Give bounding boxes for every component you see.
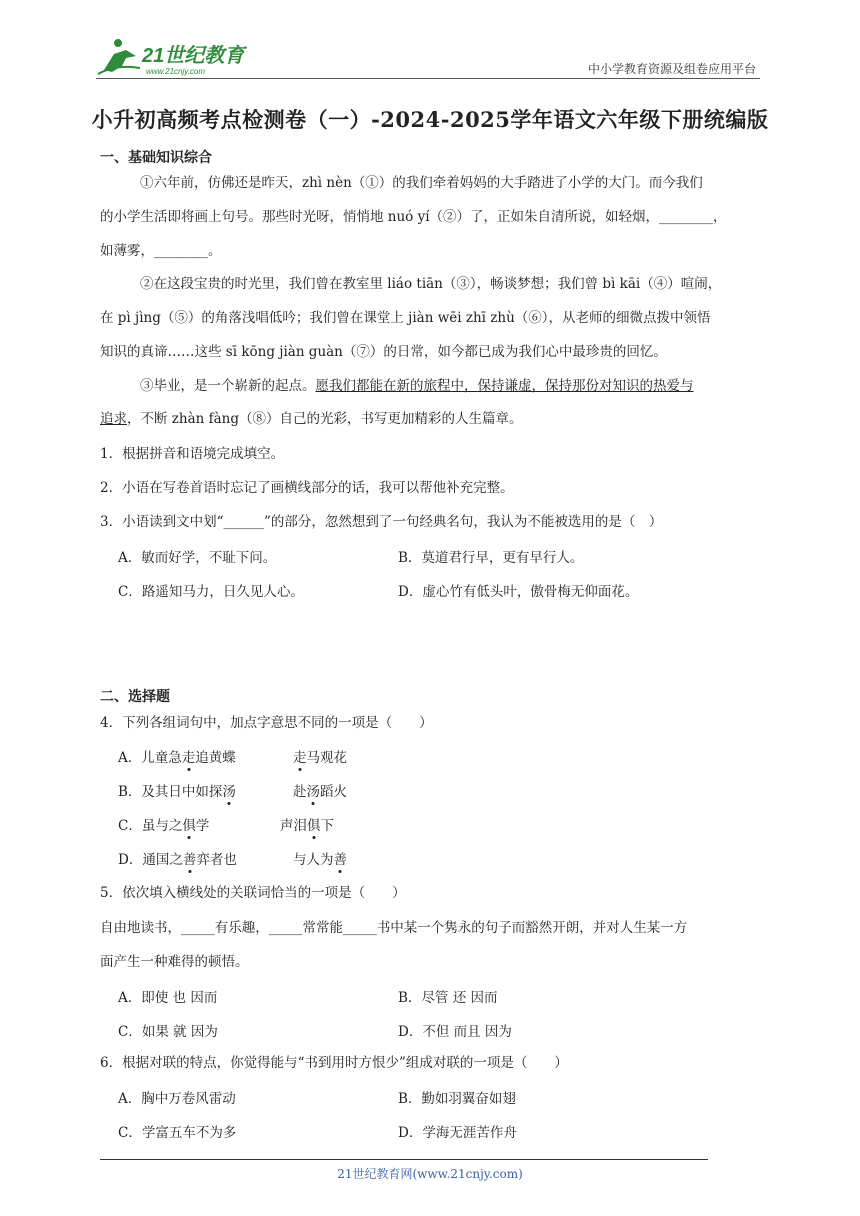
q6-option-b[interactable]: B．勤如羽翼奋如翅 [398,1091,516,1107]
footer-divider [100,1159,708,1160]
q3-option-c[interactable]: C．路遥知马力，日久见人心。 [118,584,304,600]
question-4: 4．下列各组词句中，加点字意思不同的一项是（ ） [100,715,433,731]
q3-option-d[interactable]: D．虚心竹有低头叶，傲骨梅无仰面花。 [398,584,639,600]
p3-start: ③毕业，是一个崭新的起点。 [140,378,316,394]
site-logo [96,34,266,78]
q5-option-c[interactable]: C．如果 就 因为 [118,1024,218,1040]
passage-line [100,409,760,429]
header-divider [96,78,760,79]
q4-option-d-pair: 与人为善 [293,852,347,868]
footer-text[interactable]: 21世纪教育网(www.21cnjy.com) [337,1167,523,1181]
passage-line: ①六年前，仿佛还是昨天，zhì nèn（①）的我们牵着妈妈的大手踏进了小学的大门。而今我们 [140,175,703,191]
passage-line: 的小学生活即将画上句号。那些时光呀，悄悄地 nuó yí（②）了，正如朱自清所说，如轻烟，________， [100,209,727,225]
q4-option-c-pair: 声泪俱下 [280,818,334,834]
question-2: 2．小语在写卷首语时忘记了画横线部分的话，我可以帮他补充完整。 [100,480,514,496]
page-title: 小升初高频考点检测卷（一）-2024-2025学年语文六年级下册统编版 [91,107,769,132]
page-header [96,34,760,78]
q3-option-b[interactable]: B．莫道君行早，更有早行人。 [398,550,584,566]
p3-underlined: 愿我们都能在新的旅程中，保持谦虚，保持那份对知识的热爱与 [315,378,694,394]
passage-line: ②在这段宝贵的时光里，我们曾在教室里 liáo tiān（③），畅谈梦想；我们曾 bì kāi（④）喧闹， [140,276,722,292]
passage-line: 知识的真谛……这些 sī kōng jiàn guàn（⑦）的日常，如今都已成为我们心中最珍贵的回忆。 [100,344,667,360]
section-heading-2: 二、选择题 [100,689,170,705]
logo-text: 21世纪教育 [142,45,245,67]
p3-underlined-end: 追求 [100,411,127,427]
header-platform-text: 中小学教育资源及组卷应用平台 [587,62,756,76]
q4-option-c[interactable]: C．虽与之俱学 [118,818,210,834]
q3-option-a[interactable]: A．敏而好学，不耻下问。 [118,550,277,566]
q4-option-a-pair: 走马观花 [293,750,347,766]
q4-option-b-pair: 赴汤蹈火 [293,784,347,800]
passage-line: 在 pì jìng（⑤）的角落浅唱低吟；我们曾在课堂上 jiàn wēi zhī zhù（⑥），从老师的细微点拨中领悟 [100,310,711,326]
passage-line: 如薄雾，________。 [100,243,222,259]
question-5: 5．依次填入横线处的关联词恰当的一项是（ ） [100,885,406,901]
q4-option-b[interactable]: B．及其日中如探汤 [118,784,236,800]
q4-option-a[interactable]: A．儿童急走追黄蝶 [118,750,236,766]
q6-option-d[interactable]: D．学海无涯苦作舟 [398,1125,517,1141]
q5-text: 自由地读书，_____有乐趣，_____常常能_____书中某一个隽永的句子而豁然开朗，并对人生某一方 [100,920,688,936]
section-heading-1: 一、基础知识综合 [100,150,212,166]
q5-option-b[interactable]: B．尽管 还 因而 [398,990,498,1006]
q4-option-d[interactable]: D．通国之善弈者也 [118,852,237,868]
question-1: 1．根据拼音和语境完成填空。 [100,446,285,462]
question-6: 6．根据对联的特点，你觉得能与“书到用时方恨少”组成对联的一项是（ ） [100,1055,568,1071]
q6-option-a[interactable]: A．胸中万卷风雷动 [118,1091,236,1107]
p3-end: ，不断 zhàn fàng（⑧）自己的光彩，书写更加精彩的人生篇章。 [127,411,523,427]
question-3: 3．小语读到文中划“______”的部分，忽然想到了一句经典名句，我认为不能被选用的是（ ） [100,514,663,530]
q5-option-d[interactable]: D．不但 而且 因为 [398,1024,512,1040]
q6-option-c[interactable]: C．学富五车不为多 [118,1125,237,1141]
logo-url: www.21cnjy.com [146,67,205,76]
q5-option-a[interactable]: A．即使 也 因而 [118,990,218,1006]
q5-text: 面产生一种难得的顿悟。 [100,954,249,970]
passage-paragraph-3 [140,376,800,396]
